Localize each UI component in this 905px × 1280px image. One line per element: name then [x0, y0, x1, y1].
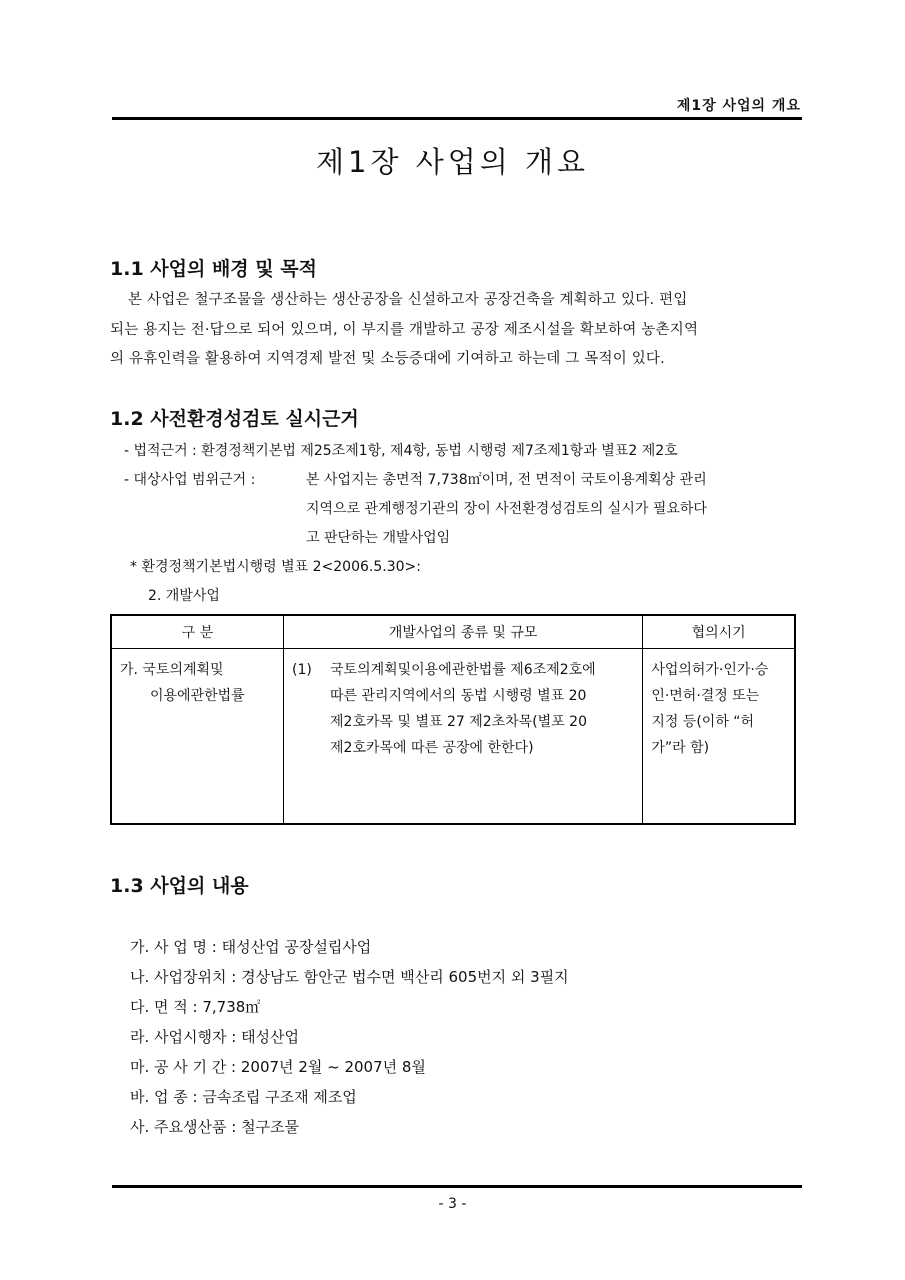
footer-rule [112, 1185, 802, 1188]
development-project-table [110, 614, 796, 825]
paragraph-line: 본 사업은 철구조물을 생산하는 생산공장을 신설하고자 공장건축을 계획하고 있다. 편입 [128, 292, 688, 308]
running-head: 제1장 사업의 개요 [676, 98, 801, 114]
scope-basis-line: 고 판단하는 개발사업임 [306, 530, 451, 546]
page-title: 제1장 사업의 개요 [316, 145, 589, 179]
info-item: 나. 사업장위치 : 경상남도 함안군 법수면 백산리 605번지 외 3필지 [130, 968, 569, 986]
cell-line: 사업의허가·인가·승 [651, 662, 769, 678]
cell-line: 제2호카목 및 별표 27 제2초차목(별포 20 [330, 714, 587, 730]
table-cell-timing [643, 649, 795, 825]
cell-line: 따른 관리지역에서의 동법 시행령 별표 20 [330, 688, 587, 704]
info-item: 바. 업 종 : 금속조립 구조재 제조업 [130, 1088, 357, 1106]
scope-basis-line: 지역으로 관계행정기관의 장이 사전환경성검토의 실시가 필요하다 [306, 501, 707, 517]
cell-line: 가”라 함) [651, 740, 710, 756]
cell-line: 제2호카목에 따른 공장에 한한다) [330, 740, 534, 756]
table-header: 협의시기 [643, 615, 795, 649]
paragraph-line: 되는 용지는 전·답으로 되어 있으며, 이 부지를 개발하고 공장 제조시설을 확보하여 농촌지역 [110, 322, 699, 338]
info-item: 마. 공 사 기 간 : 2007년 2월 ~ 2007년 8월 [130, 1058, 426, 1076]
cell-line: 인·면허·결정 또는 [651, 688, 760, 704]
header-rule [112, 117, 802, 120]
table-row [111, 649, 795, 825]
page-number: - 3 - [438, 1196, 467, 1212]
table-cell-law [111, 649, 284, 825]
info-item: 사. 주요생산품 : 철구조물 [130, 1118, 300, 1136]
cell-line: 가. 국토의계획및 [120, 662, 224, 678]
info-item: 다. 면 적 : 7,738㎡ [130, 998, 261, 1016]
cell-line: 국토의계획및이용에관한법률 제6조제2호에 [330, 662, 596, 678]
reference-note: * 환경정책기본법시행령 별표 2<2006.5.30>: [130, 559, 421, 575]
paragraph-line: 의 유휴인력을 활용하여 지역경제 발전 및 소등증대에 기여하고 하는데 그 목적이 있다. [110, 351, 665, 367]
section-1-1-heading: 1.1 사업의 배경 및 목적 [110, 258, 317, 280]
reference-subnote: 2. 개발사업 [148, 588, 220, 604]
table-header-row [111, 615, 795, 649]
scope-basis-line: 본 사업지는 총면적 7,738㎡이며, 전 면적이 국토이용계획상 관리 [306, 472, 707, 488]
table-header: 개발사업의 종류 및 규모 [284, 615, 643, 649]
table-cell-scope [284, 649, 643, 825]
info-item: 라. 사업시행자 : 태성산업 [130, 1028, 300, 1046]
cell-line: 이용에관한법률 [150, 688, 245, 704]
section-1-2-heading: 1.2 사전환경성검토 실시근거 [110, 408, 359, 430]
info-item: 가. 사 업 명 : 태성산업 공장설립사업 [130, 938, 372, 956]
table-header: 구 분 [111, 615, 284, 649]
legal-basis-bullet: - 법적근거 : 환경정책기본법 제25조제1항, 제4항, 동법 시행령 제7조제1항과 별표2 제2호 [124, 443, 678, 459]
section-1-3-heading: 1.3 사업의 내용 [110, 875, 249, 897]
scope-basis-label: - 대상사업 범위근거 : [124, 472, 256, 488]
item-number: (1) [292, 662, 312, 678]
cell-line: 지정 등(이하 “허 [651, 714, 755, 730]
